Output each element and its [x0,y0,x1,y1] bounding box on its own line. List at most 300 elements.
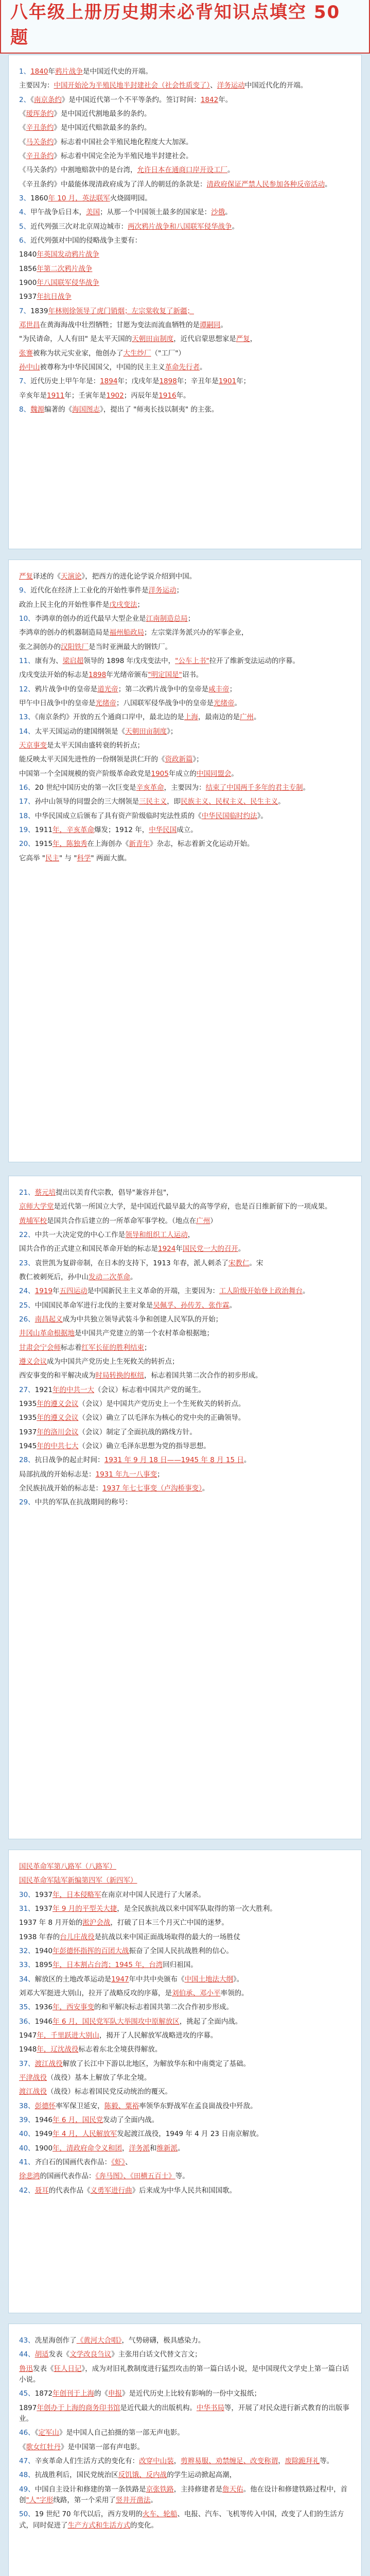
item-number: 45、 [19,2389,35,2398]
answer-text: 1937 年七七事变（卢沟桥事变） [102,1484,202,1493]
title-band [0,0,370,46]
item-number: 8、 [19,405,31,414]
item-text: ，主要因为： [164,783,206,792]
knowledge-item [19,754,351,765]
item-number: 12、 [19,685,35,693]
answer-text: 竖井开凿法 [115,2496,151,2504]
item-text: 。宋 [249,1259,263,1267]
item-text: 国共合作的正式建立和国民革命开始的标志是 [19,1245,158,1253]
answer-text: 百团大战 [101,1946,129,1955]
knowledge-item [19,1441,351,1452]
knowledge-item [19,1328,351,1339]
answer-text: 中华民国临时约法 [201,811,257,820]
item-text: 等，开展了对民众进行新式教育的出版事业。 [19,2403,349,2423]
item-text: 等。 [320,2456,334,2465]
item-text: 的变化。 [130,2521,158,2530]
knowledge-item [19,670,351,681]
knowledge-item [19,2349,351,2360]
answer-text: 国民党一大的召开 [182,1245,238,1253]
item-text: 。 [253,713,261,722]
item-text: 1935 [19,1399,37,1408]
item-text: 、电报、汽车、飞机等传入中国，改变了人们的生活方式，同时促进了 [19,2510,344,2530]
item-number: 49、 [19,2485,35,2494]
answer-text: 刘伯承、邓小平 [172,1989,221,1997]
item-text: 年；辛丑年是 [177,377,219,386]
knowledge-item [19,585,351,596]
item-text: 标志着 [61,1343,82,1352]
answer-text: 辛丑条约 [26,151,54,160]
item-text: 发表《 [48,2350,70,2359]
knowledge-item [19,839,351,850]
item-text: 》，提出了 "师夷长技以制夷" 的主张。 [100,405,219,414]
item-number: 7、 [19,307,31,315]
knowledge-item [19,571,351,582]
item-text: 。 [229,1301,237,1310]
item-number: 37、 [19,2059,35,2068]
item-text: 近代历史上甲午年是： [30,377,100,386]
item-text: 等。 [175,2172,189,2181]
answer-text: 年八国联军侵华战争 [37,278,99,287]
item-text: 》杂志，标志着新文化运动开始。 [150,840,254,849]
knowledge-item [19,1918,351,1928]
item-text: 《 [19,124,26,132]
item-number: 50、 [19,2510,35,2519]
item-text: 火烧圆明园。 [110,194,152,202]
knowledge-item [19,1201,351,1212]
item-text: 是近代第一所国立大学，是中国近代最早最大的高等学府，也是百日维新留下的一项成果。 [54,1202,332,1211]
item-text: 率领华东野战军在孟良崮战役中歼敌。 [139,2102,257,2110]
item-text: 1949 [34,2130,53,2139]
knowledge-item [19,320,351,331]
item-text: ； [144,1343,151,1352]
knowledge-item [19,1286,351,1297]
item-number: 19、 [19,825,35,834]
answer-text: 1840 [30,67,48,76]
item-text: ， [122,2144,129,2153]
item-text: ，气势磅礴，极具感染力。 [121,2336,205,2345]
answer-text: 辛丑条约 [26,124,54,132]
answer-text: 井冈山革命根据地 [19,1329,75,1338]
knowledge-item [19,376,351,387]
knowledge-item [19,391,351,401]
item-text: 译述的《 [33,572,61,581]
item-text: 《 [34,2429,39,2437]
item-text: 》是近代历史上比较有影响的一份中文报纸； [122,2389,261,2398]
item-text: 《辛丑条约》中最能体现清政府成为了洋人的朝廷的条款是： [19,180,207,189]
item-text: 是当时亚洲最大的钢铁厂。 [89,642,172,651]
knowledge-item [19,292,351,302]
answer-text: 年， [52,825,67,834]
knowledge-item [19,769,351,779]
answer-text: 1902 [106,391,124,400]
knowledge-item [19,1272,351,1283]
answer-text: 歌女红牡丹 [26,2443,61,2451]
answer-text: 结束了中国两千多年的君主专制 [205,783,303,792]
item-text: （会议）确立毛泽东思想为党的指导思想。 [78,1442,210,1450]
answer-text: 辛亥革命 [136,783,164,792]
knowledge-item [19,1988,351,1999]
answer-text: 谭嗣同 [200,320,221,329]
item-text: 《 [19,109,26,118]
item-text: 是太平天国由盛转衰的转折点； [47,741,144,750]
answer-text: 天朝田亩制度 [125,727,167,736]
answer-text: 詹天佑 [222,2485,243,2494]
answer-text: 1916 [158,391,177,400]
item-number: 10、 [19,614,35,623]
item-text: 中华民国成立后颁布了具有资产阶级临时宪法性质的《 [34,811,202,820]
answer-text: 瑷珲条约 [26,109,54,118]
answer-text: 广州 [196,1216,210,1225]
item-text: 》，把西方的进化论学说介绍到中国。 [81,572,197,581]
item-text: 成为中国共产党历史上生死攸关的转折点； [47,1357,179,1366]
answer-text: 国民革命军陆军新编第四军（新四军） [19,1876,137,1885]
item-number: 38、 [19,2102,35,2110]
item-text: 1935 [19,1414,37,1422]
item-number: 43、 [19,2336,35,2345]
answer-text: 严复 [236,335,250,344]
answer-text: 1947 [111,1975,129,1984]
item-number: 40、 [19,2144,35,2153]
item-text: 。 [220,320,227,329]
answer-text: 1905 [151,769,169,778]
answer-text: 道光帝 [97,685,118,693]
item-text: 1937 [19,1428,37,1436]
knowledge-item [19,2442,351,2453]
answer-text: 年， [37,2031,51,2040]
answer-text: 海国图志 [72,405,100,414]
answer-text: 1919 [34,1287,53,1296]
item-text: 1897 [19,2403,37,2412]
knowledge-item [19,264,351,275]
answer-text: 申报 [108,2389,122,2398]
answer-text: "明定国是" [148,671,182,680]
knowledge-item [19,1455,351,1466]
item-text: 康有为、 [34,656,63,665]
item-text: 被称为状元实业家，他创办了 [33,349,124,358]
answer-text: 中共一大 [66,1385,95,1394]
item-text: 1945 [19,1442,37,1450]
answer-text: "公车上书" [175,656,209,665]
item-text: 甲午战争后日本， [30,208,86,217]
knowledge-item [19,1216,351,1227]
answer-text: 1901 [218,377,237,386]
answer-text: 年彭德怀指挥的 [52,1946,101,1955]
knowledge-item [19,2364,351,2386]
answer-text: 严复 [19,572,33,581]
item-number: 40、 [19,2130,35,2139]
item-number: 20、 [19,840,35,849]
item-number: 25、 [19,1301,35,1310]
answer-text: 生产方式和生活方式 [67,2521,130,2530]
item-number: 42、 [19,2186,35,2195]
item-text: 的《 [94,2389,109,2398]
knowledge-item [19,2002,351,2013]
knowledge-item [19,2509,351,2531]
answer-text: 年， [52,2003,67,2012]
knowledge-item [19,306,351,317]
answer-text: 南京条约 [33,95,62,104]
answer-text: 辽沈战役 [50,2045,79,2054]
item-text: 爆发；1912 年， [94,825,149,834]
answer-text: 年的 [52,1385,67,1394]
item-number: 34、 [19,1975,35,1984]
answer-text: 清政府保证严禁人民参加各种反帝活动 [206,180,325,189]
item-text: 率领的。 [220,1989,249,1997]
item-text: 《 [19,151,26,160]
item-text: 孙中山领导的同盟会的三大纲领是 [34,798,139,806]
item-text: 》。 [233,1975,244,1984]
item-text: 年； [236,377,251,386]
knowledge-item [19,726,351,737]
item-text: 拉开了维新变法运动的序幕。 [209,656,300,665]
answer-text: 美国 [86,208,100,217]
item-text: 年成立的 [168,769,197,778]
item-text: ，挑起了全面内战。 [179,2017,242,2026]
item-number: 13、 [19,713,35,722]
item-text: 、 [125,2158,132,2166]
item-text: 中共一大决定党的中心工作是 [34,1230,126,1239]
item-text: 。 [227,166,235,175]
item-number: 22、 [19,1230,35,1239]
answer-text: 工人阶级开始登上政治舞台 [219,1287,303,1296]
section-card-3 [8,1176,362,1839]
item-number: 46、 [19,2429,35,2437]
item-number: 17、 [19,798,35,806]
answer-text: 五四运动 [59,1287,87,1296]
item-text: 》是中国近代赔款最多的条约。 [54,124,151,132]
item-text: 中国近代化的开端。 [244,81,308,90]
answer-text: 梁启超 [62,656,84,665]
item-text: 1872 [34,2389,53,2398]
knowledge-item [19,2101,351,2112]
item-number: 36、 [19,2017,35,2026]
knowledge-item [19,2185,351,2196]
knowledge-item [19,2016,351,2027]
item-text: ，打破了日本三个月灭亡中国的迷梦。 [110,1919,228,1927]
knowledge-item [19,1258,351,1269]
knowledge-item [19,193,351,204]
answer-text: 左宗棠收复了新疆； [131,307,194,315]
answer-text: 允许日本在通商口岸开设工厂 [137,166,227,175]
item-text: 成为中共独立领导武装斗争和创建人民军队的开始； [62,1315,223,1324]
item-text: 的和平解决标志着国共第二次合作初步形成。 [94,2003,234,2012]
item-text: ； [187,614,195,623]
answer-text: 国民党 [82,2115,103,2124]
item-number: 4、 [19,208,31,217]
item-text: 袁世凯为复辟帝制，在日本的支持下，1913 年春，派人刺杀了 [34,1259,228,1267]
answer-text: 年的遵义会议 [37,1414,79,1422]
answer-text: 文学改良刍议 [69,2350,112,2359]
item-text: ；丙辰年是 [124,391,159,400]
item-text: 局部抗战的开始标志是： [19,1470,96,1479]
knowledge-item [19,404,351,415]
knowledge-item [19,2171,351,2182]
answer-text: 年林则徐领导了虎门销烟； [48,307,132,315]
item-text: 振奋了全国人民抗战胜利的信心。 [129,1946,234,1955]
item-text: 1936 [34,2003,53,2012]
item-text: 19 世纪 70 年代以后，西方发明的 [34,2510,143,2519]
item-number: 1、 [19,67,31,76]
item-text: ；第二次鸦片战争中的皇帝是 [118,685,209,693]
item-text: 1840 [19,250,37,259]
answer-text: 陈独秀 [66,840,87,849]
knowledge-item [19,1861,351,1872]
knowledge-item [19,348,351,359]
answer-text: 黄埔军校 [19,1216,47,1225]
knowledge-item [19,1413,351,1423]
answer-text: 1931 年 9 月 18 日——1945 年 8 月 15 日 [104,1456,244,1465]
item-text: 戊戌变法开始的标志是 [19,671,89,680]
item-text: ，标志着国共第二次合作的初步形成。 [144,1371,262,1380]
item-text: 。 [303,783,310,792]
item-text: ，最南边的是 [198,713,240,722]
item-text: ，是全民族抗战以来中国军队取得的第一次大胜利。 [117,1904,277,1913]
item-number: 2、 [19,95,31,104]
knowledge-item [19,825,351,836]
knowledge-item [19,698,351,709]
item-text: ） [210,1216,217,1225]
item-text: ， [278,2456,285,2465]
item-text: ，揭开了人民解放军战略进攻的序幕。 [99,2031,218,2040]
answer-text: 洋务派 [129,2144,150,2153]
item-text: 提出以美育代宗教，倡导"兼容并包"， [56,1189,173,1197]
answer-text: 领导和组织工人运动 [125,1230,188,1239]
knowledge-item [19,2059,351,2070]
item-text: 回归祖国。 [163,1961,198,1970]
item-text: 1921 [34,1385,53,1394]
knowledge-item [19,2044,351,2055]
answer-text: 陈毅、粟裕 [104,2102,139,2110]
knowledge-item [19,1230,351,1241]
item-text: 》主张用白话文代替文言文； [111,2350,202,2359]
item-text: 。 [231,769,238,778]
knowledge-item [19,1483,351,1494]
answer-text: 年第二次鸦片战争 [37,264,93,273]
answer-text: 戊戌变法 [109,600,137,609]
item-number: 6、 [19,236,31,245]
knowledge-item [19,2087,351,2097]
answer-text: 发动二次革命 [89,1273,130,1281]
item-text: 《 [19,138,26,146]
item-number: 11、 [19,656,35,665]
item-text: 1938 年春的 [19,1933,60,1941]
knowledge-item [19,2470,351,2481]
answer-text: 商务印书馆 [85,2403,120,2412]
answer-text: 1924 [158,1245,176,1253]
knowledge-item [19,80,351,91]
answer-text: 张謇 [19,349,33,358]
item-text: " 与 " [59,854,77,862]
knowledge-item [19,207,351,218]
knowledge-item [19,1399,351,1410]
answer-text: 《奔马图》、《田横五百士》 [95,2172,175,2181]
answer-text: 魏源 [30,405,45,414]
knowledge-item [19,1188,351,1198]
item-text: 的国画代表作品： [40,2172,96,2181]
answer-text: 中国开始沦为半殖民地半封建社会（社会性质变了） [54,81,210,90]
answer-text: 洋务运动 [217,81,245,90]
answer-text: 年的遵义会议 [37,1399,79,1408]
item-text: 率军保卫延安， [56,2102,104,2110]
answer-text: 日本侵略军 [66,1890,101,1899]
item-text: 线路，第一个采用了 [53,2496,116,2504]
item-text: 全民族抗战开始的标志是： [19,1484,102,1493]
answer-text: 三民主义 [139,798,167,806]
answer-text: 1898 [159,377,177,386]
knowledge-item [19,1370,351,1381]
answer-text: 1931 年九一八事变 [95,1470,157,1479]
item-text: 是中国新民主主义革命的开端，主要因为： [87,1287,220,1296]
item-text: 年 [52,1287,60,1296]
item-text: 中国自主设计和修建的第一条铁路是 [34,2485,146,2494]
answer-text: 京师大学堂 [19,1202,54,1211]
knowledge-item [19,1974,351,1985]
item-text: 。 [150,2496,157,2504]
answer-text: 1894 [100,377,118,386]
knowledge-item [19,600,351,611]
item-text: 发表《 [33,2364,54,2373]
knowledge-item [19,1343,351,1353]
section-card-4 [8,1850,362,2313]
item-number: 9、 [19,586,31,595]
knowledge-item [19,853,351,864]
knowledge-item [19,783,351,793]
item-text: 》标志着中国完全沦为半殖民地半封建社会。 [54,151,193,160]
answer-text: 鲁迅 [19,2364,33,2373]
item-text: 和 [150,2144,157,2153]
item-text: 》是中国近代割地最多的条约。 [54,109,151,118]
item-text: 西安事变的和平解决成为 [19,1371,96,1380]
knowledge-item [19,2428,351,2438]
knowledge-item [19,1904,351,1914]
item-text: ， [250,335,257,344]
item-text: 成立。 [177,825,198,834]
item-text: 》是中国人自己拍摄的第一部无声电影。 [59,2429,184,2437]
answer-text: 义和团 [101,2144,122,2153]
item-text: 年光绪帝颁布 [106,671,148,680]
item-number: 14、 [19,727,35,736]
knowledge-item [19,95,351,106]
answer-text: 民族主义、民权主义、民生主义 [181,798,278,806]
knowledge-item [19,1469,351,1480]
item-text: 领导的 1898 年戊戌变法中， [83,656,175,665]
item-text: （战役）基本上解放了华北全境。 [47,2073,151,2082]
item-text: 太平天国运动的建国纲领是《 [34,727,126,736]
answer-text: 年 10 月， [48,194,82,202]
section-card-5 [8,2324,362,2576]
item-text: 1915 [34,840,53,849]
knowledge-item [19,628,351,638]
answer-text: 年创刊于 [52,2389,81,2398]
answer-text: 年，清政府命令 [52,2144,101,2153]
knowledge-item [19,278,351,289]
answer-text: 渡江战役 [34,2059,63,2068]
item-text: 主要因为： [19,81,54,90]
item-text: 齐白石的国画代表作品： [34,2158,112,2166]
answer-text: 彭德怀 [34,2102,56,2110]
answer-text: 年 4 月， [52,2130,82,2139]
item-number: 16、 [19,783,35,792]
item-text: 1856 [19,264,37,273]
item-number: 3、 [19,194,31,202]
item-text: 抗日战争的起止时间： [34,1456,104,1465]
item-text: 1900 [34,2144,53,2153]
item-number: 29、 [19,1498,35,1507]
item-text: 的代表作品《 [48,2186,91,2195]
item-number: 47、 [19,2456,35,2465]
answer-text: 遵义会议 [19,1357,47,1366]
knowledge-item [19,2157,351,2168]
